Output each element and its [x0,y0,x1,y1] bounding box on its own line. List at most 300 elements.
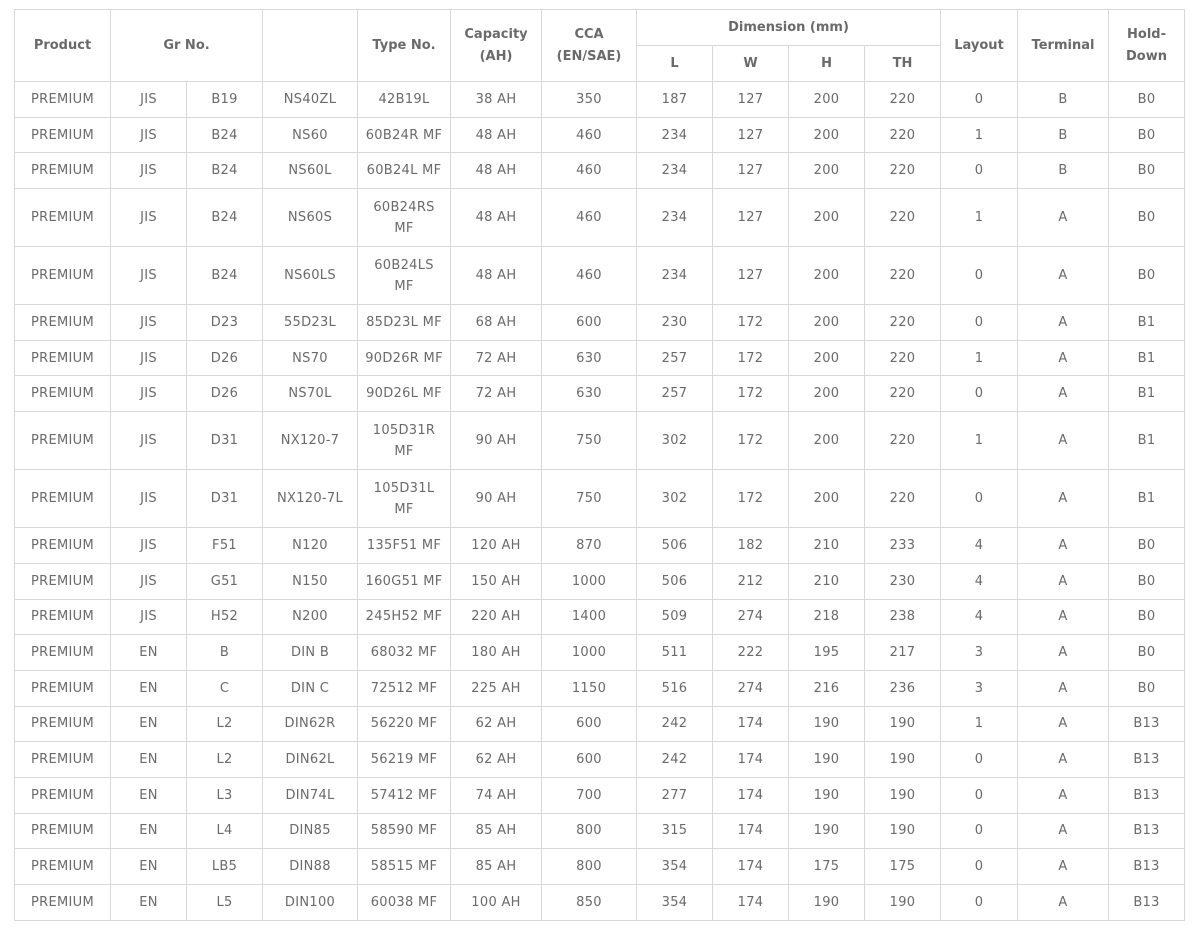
cell-capacity: 38 AH [451,82,542,118]
cell-terminal: A [1018,247,1109,305]
cell-layout: 0 [941,849,1018,885]
cell-code: N150 [263,563,358,599]
cell-product: PREMIUM [15,376,111,412]
header-capacity-line1: Capacity [464,26,528,42]
cell-type-no-line: 60038 MF [370,894,438,910]
cell-standard: EN [111,885,187,921]
cell-type-no [358,670,451,706]
cell-total-height: 220 [865,470,941,528]
cell-code: NS40ZL [263,82,358,118]
cell-length: 315 [637,813,713,849]
cell-group: L4 [187,813,263,849]
table-row [15,706,1185,742]
cell-type-no-line: 245H52 MF [365,609,443,625]
cell-cca: 460 [542,153,637,189]
battery-spec-table-container [14,9,1184,921]
cell-product: PREMIUM [15,189,111,247]
cell-type-no-line: 90D26L MF [366,386,442,402]
cell-product: PREMIUM [15,849,111,885]
cell-capacity: 62 AH [451,706,542,742]
cell-terminal: A [1018,340,1109,376]
cell-code: DIN B [263,635,358,671]
table-row [15,670,1185,706]
cell-total-height: 220 [865,376,941,412]
cell-cca: 870 [542,528,637,564]
cell-group: B19 [187,82,263,118]
cell-code: NS60 [263,117,358,153]
cell-cca: 1000 [542,563,637,599]
cell-code: NS70 [263,340,358,376]
cell-height: 210 [789,528,865,564]
table-row [15,563,1185,599]
cell-total-height: 190 [865,742,941,778]
cell-hold-down: B1 [1109,376,1185,412]
cell-standard: JIS [111,412,187,470]
cell-height: 200 [789,189,865,247]
cell-width: 172 [713,340,789,376]
cell-type-no [358,117,451,153]
cell-type-no-line: MF [394,220,414,236]
table-row [15,742,1185,778]
cell-length: 506 [637,563,713,599]
cell-capacity: 90 AH [451,470,542,528]
cell-layout: 0 [941,82,1018,118]
table-row [15,528,1185,564]
cell-type-no [358,813,451,849]
cell-height: 200 [789,117,865,153]
table-row [15,599,1185,635]
cell-length: 234 [637,247,713,305]
cell-height: 200 [789,305,865,341]
header-terminal: Terminal [1018,10,1109,82]
header-layout: Layout [941,10,1018,82]
cell-code: DIN C [263,670,358,706]
cell-product: PREMIUM [15,885,111,921]
cell-length: 242 [637,706,713,742]
cell-code: DIN62R [263,706,358,742]
cell-width: 174 [713,813,789,849]
cell-product: PREMIUM [15,412,111,470]
cell-product: PREMIUM [15,340,111,376]
cell-terminal: A [1018,470,1109,528]
cell-standard: EN [111,635,187,671]
cell-width: 174 [713,885,789,921]
cell-terminal: B [1018,117,1109,153]
cell-type-no [358,563,451,599]
cell-cca: 630 [542,376,637,412]
cell-product: PREMIUM [15,117,111,153]
cell-product: PREMIUM [15,82,111,118]
cell-length: 516 [637,670,713,706]
cell-width: 172 [713,412,789,470]
cell-capacity: 150 AH [451,563,542,599]
cell-height: 200 [789,340,865,376]
cell-length: 257 [637,340,713,376]
cell-capacity: 72 AH [451,340,542,376]
cell-total-height: 190 [865,777,941,813]
cell-hold-down: B13 [1109,849,1185,885]
cell-type-no [358,742,451,778]
table-row [15,376,1185,412]
cell-hold-down: B0 [1109,153,1185,189]
cell-width: 174 [713,742,789,778]
cell-length: 277 [637,777,713,813]
cell-cca: 600 [542,305,637,341]
cell-cca: 800 [542,849,637,885]
cell-type-no-line: 68032 MF [370,645,438,661]
cell-terminal: A [1018,376,1109,412]
cell-terminal: A [1018,813,1109,849]
cell-product: PREMIUM [15,470,111,528]
cell-hold-down: B13 [1109,706,1185,742]
cell-standard: JIS [111,376,187,412]
cell-layout: 4 [941,599,1018,635]
cell-layout: 0 [941,305,1018,341]
cell-terminal: A [1018,599,1109,635]
cell-total-height: 220 [865,340,941,376]
cell-width: 127 [713,189,789,247]
cell-width: 127 [713,117,789,153]
header-cca-line2: (EN/SAE) [556,48,622,64]
cell-layout: 0 [941,470,1018,528]
header-code [263,10,358,82]
cell-layout: 4 [941,563,1018,599]
cell-layout: 0 [941,777,1018,813]
cell-type-no-line: 60B24L MF [366,163,442,179]
cell-length: 187 [637,82,713,118]
cell-type-no-line: 135F51 MF [366,537,442,553]
header-dim-th: TH [865,46,941,82]
cell-type-no [358,528,451,564]
cell-standard: EN [111,777,187,813]
cell-type-no-line: 60B24RS [373,199,435,215]
cell-cca: 600 [542,742,637,778]
cell-capacity: 225 AH [451,670,542,706]
cell-length: 234 [637,117,713,153]
table-row [15,635,1185,671]
cell-length: 511 [637,635,713,671]
cell-standard: JIS [111,470,187,528]
cell-type-no [358,376,451,412]
cell-height: 200 [789,412,865,470]
cell-total-height: 175 [865,849,941,885]
cell-hold-down: B1 [1109,412,1185,470]
cell-code: DIN62L [263,742,358,778]
cell-type-no [358,706,451,742]
cell-layout: 3 [941,670,1018,706]
cell-code: DIN85 [263,813,358,849]
cell-standard: JIS [111,117,187,153]
cell-type-no-line: 60B24R MF [365,127,443,143]
cell-hold-down: B0 [1109,528,1185,564]
cell-standard: JIS [111,563,187,599]
cell-cca: 800 [542,813,637,849]
header-dimension: Dimension (mm) [637,10,941,46]
cell-standard: JIS [111,599,187,635]
cell-capacity: 220 AH [451,599,542,635]
header-hold-down [1109,10,1185,82]
cell-group: L5 [187,885,263,921]
cell-terminal: A [1018,706,1109,742]
cell-length: 302 [637,412,713,470]
cell-product: PREMIUM [15,706,111,742]
cell-hold-down: B0 [1109,117,1185,153]
cell-layout: 0 [941,376,1018,412]
cell-group: B24 [187,247,263,305]
header-cca-line1: CCA [574,26,604,42]
table-row [15,247,1185,305]
cell-width: 174 [713,849,789,885]
cell-type-no [358,470,451,528]
cell-layout: 1 [941,189,1018,247]
cell-capacity: 68 AH [451,305,542,341]
cell-type-no [358,153,451,189]
table-header [15,10,1185,82]
cell-height: 216 [789,670,865,706]
table-row [15,117,1185,153]
cell-code: NS60L [263,153,358,189]
cell-group: G51 [187,563,263,599]
cell-terminal: A [1018,305,1109,341]
cell-capacity: 180 AH [451,635,542,671]
cell-total-height: 220 [865,247,941,305]
cell-terminal: B [1018,82,1109,118]
cell-height: 190 [789,885,865,921]
cell-type-no-line: 56220 MF [370,716,438,732]
cell-height: 175 [789,849,865,885]
cell-type-no [358,247,451,305]
cell-group: LB5 [187,849,263,885]
table-row [15,82,1185,118]
cell-terminal: A [1018,849,1109,885]
cell-cca: 750 [542,412,637,470]
table-row [15,849,1185,885]
header-gr-no: Gr No. [111,10,263,82]
cell-group: B [187,635,263,671]
cell-layout: 1 [941,412,1018,470]
cell-length: 354 [637,849,713,885]
cell-height: 190 [789,777,865,813]
cell-type-no-line: 58590 MF [370,823,438,839]
cell-capacity: 48 AH [451,117,542,153]
cell-product: PREMIUM [15,777,111,813]
cell-standard: EN [111,670,187,706]
cell-hold-down: B13 [1109,742,1185,778]
cell-cca: 630 [542,340,637,376]
cell-product: PREMIUM [15,247,111,305]
cell-cca: 850 [542,885,637,921]
cell-height: 190 [789,706,865,742]
cell-type-no [358,777,451,813]
cell-width: 212 [713,563,789,599]
cell-product: PREMIUM [15,305,111,341]
cell-type-no-line: 56219 MF [370,752,438,768]
cell-hold-down: B1 [1109,470,1185,528]
cell-product: PREMIUM [15,153,111,189]
cell-capacity: 48 AH [451,189,542,247]
cell-standard: JIS [111,528,187,564]
header-hold-down-line2: Down [1126,48,1168,64]
cell-group: C [187,670,263,706]
cell-group: B24 [187,153,263,189]
cell-code: NS60LS [263,247,358,305]
cell-type-no [358,189,451,247]
cell-total-height: 220 [865,117,941,153]
cell-terminal: A [1018,635,1109,671]
cell-product: PREMIUM [15,528,111,564]
cell-hold-down: B1 [1109,340,1185,376]
cell-height: 200 [789,376,865,412]
cell-type-no-line: 60B24LS [374,257,434,273]
cell-total-height: 220 [865,412,941,470]
cell-length: 257 [637,376,713,412]
cell-type-no-line: 42B19L [378,91,430,107]
cell-cca: 600 [542,706,637,742]
cell-total-height: 236 [865,670,941,706]
cell-total-height: 217 [865,635,941,671]
cell-hold-down: B13 [1109,777,1185,813]
cell-cca: 700 [542,777,637,813]
cell-terminal: A [1018,563,1109,599]
cell-width: 127 [713,247,789,305]
cell-group: H52 [187,599,263,635]
cell-hold-down: B13 [1109,885,1185,921]
cell-code: NX120-7L [263,470,358,528]
cell-length: 234 [637,153,713,189]
cell-cca: 1150 [542,670,637,706]
cell-width: 127 [713,82,789,118]
header-type-no: Type No. [358,10,451,82]
cell-code: NS60S [263,189,358,247]
cell-layout: 0 [941,885,1018,921]
cell-total-height: 233 [865,528,941,564]
cell-length: 230 [637,305,713,341]
cell-group: B24 [187,189,263,247]
cell-capacity: 85 AH [451,849,542,885]
table-row [15,777,1185,813]
cell-code: DIN100 [263,885,358,921]
cell-group: L2 [187,706,263,742]
table-row [15,885,1185,921]
cell-type-no [358,885,451,921]
cell-terminal: A [1018,528,1109,564]
cell-height: 195 [789,635,865,671]
cell-layout: 1 [941,117,1018,153]
cell-capacity: 100 AH [451,885,542,921]
cell-width: 274 [713,599,789,635]
cell-terminal: A [1018,189,1109,247]
cell-terminal: B [1018,153,1109,189]
cell-group: D31 [187,470,263,528]
cell-group: D26 [187,340,263,376]
cell-cca: 750 [542,470,637,528]
table-row [15,470,1185,528]
cell-width: 222 [713,635,789,671]
cell-width: 274 [713,670,789,706]
cell-cca: 460 [542,189,637,247]
cell-layout: 3 [941,635,1018,671]
cell-cca: 460 [542,247,637,305]
header-capacity [451,10,542,82]
cell-standard: EN [111,706,187,742]
cell-width: 172 [713,470,789,528]
cell-height: 200 [789,153,865,189]
cell-type-no [358,599,451,635]
cell-width: 172 [713,376,789,412]
cell-terminal: A [1018,777,1109,813]
header-cca [542,10,637,82]
cell-type-no-line: 72512 MF [370,680,438,696]
cell-hold-down: B0 [1109,670,1185,706]
cell-code: NX120-7 [263,412,358,470]
cell-type-no-line: MF [394,501,414,517]
cell-terminal: A [1018,742,1109,778]
cell-code: N200 [263,599,358,635]
cell-cca: 350 [542,82,637,118]
cell-cca: 1400 [542,599,637,635]
cell-width: 182 [713,528,789,564]
cell-group: D23 [187,305,263,341]
cell-product: PREMIUM [15,635,111,671]
cell-product: PREMIUM [15,563,111,599]
cell-group: F51 [187,528,263,564]
header-hold-down-line1: Hold- [1127,26,1166,42]
cell-height: 210 [789,563,865,599]
cell-hold-down: B0 [1109,189,1185,247]
cell-hold-down: B0 [1109,599,1185,635]
cell-standard: JIS [111,82,187,118]
cell-width: 174 [713,777,789,813]
cell-type-no [358,412,451,470]
cell-type-no [358,340,451,376]
cell-group: L2 [187,742,263,778]
table-row [15,340,1185,376]
cell-type-no-line: 85D23L MF [366,314,442,330]
cell-standard: JIS [111,189,187,247]
cell-height: 200 [789,470,865,528]
table-row [15,412,1185,470]
cell-standard: EN [111,849,187,885]
cell-code: N120 [263,528,358,564]
cell-hold-down: B0 [1109,82,1185,118]
cell-product: PREMIUM [15,813,111,849]
cell-width: 127 [713,153,789,189]
cell-total-height: 230 [865,563,941,599]
cell-type-no-line: 105D31L [373,480,435,496]
cell-standard: JIS [111,340,187,376]
table-row [15,189,1185,247]
cell-capacity: 72 AH [451,376,542,412]
cell-capacity: 48 AH [451,247,542,305]
header-dim-l: L [637,46,713,82]
cell-layout: 1 [941,340,1018,376]
cell-terminal: A [1018,885,1109,921]
cell-hold-down: B13 [1109,813,1185,849]
cell-code: DIN74L [263,777,358,813]
cell-height: 190 [789,813,865,849]
cell-type-no [358,82,451,118]
cell-capacity: 120 AH [451,528,542,564]
cell-capacity: 48 AH [451,153,542,189]
cell-group: D26 [187,376,263,412]
cell-capacity: 90 AH [451,412,542,470]
cell-type-no-line: MF [394,443,414,459]
cell-layout: 0 [941,247,1018,305]
cell-standard: EN [111,813,187,849]
cell-total-height: 190 [865,885,941,921]
cell-type-no [358,849,451,885]
cell-layout: 4 [941,528,1018,564]
